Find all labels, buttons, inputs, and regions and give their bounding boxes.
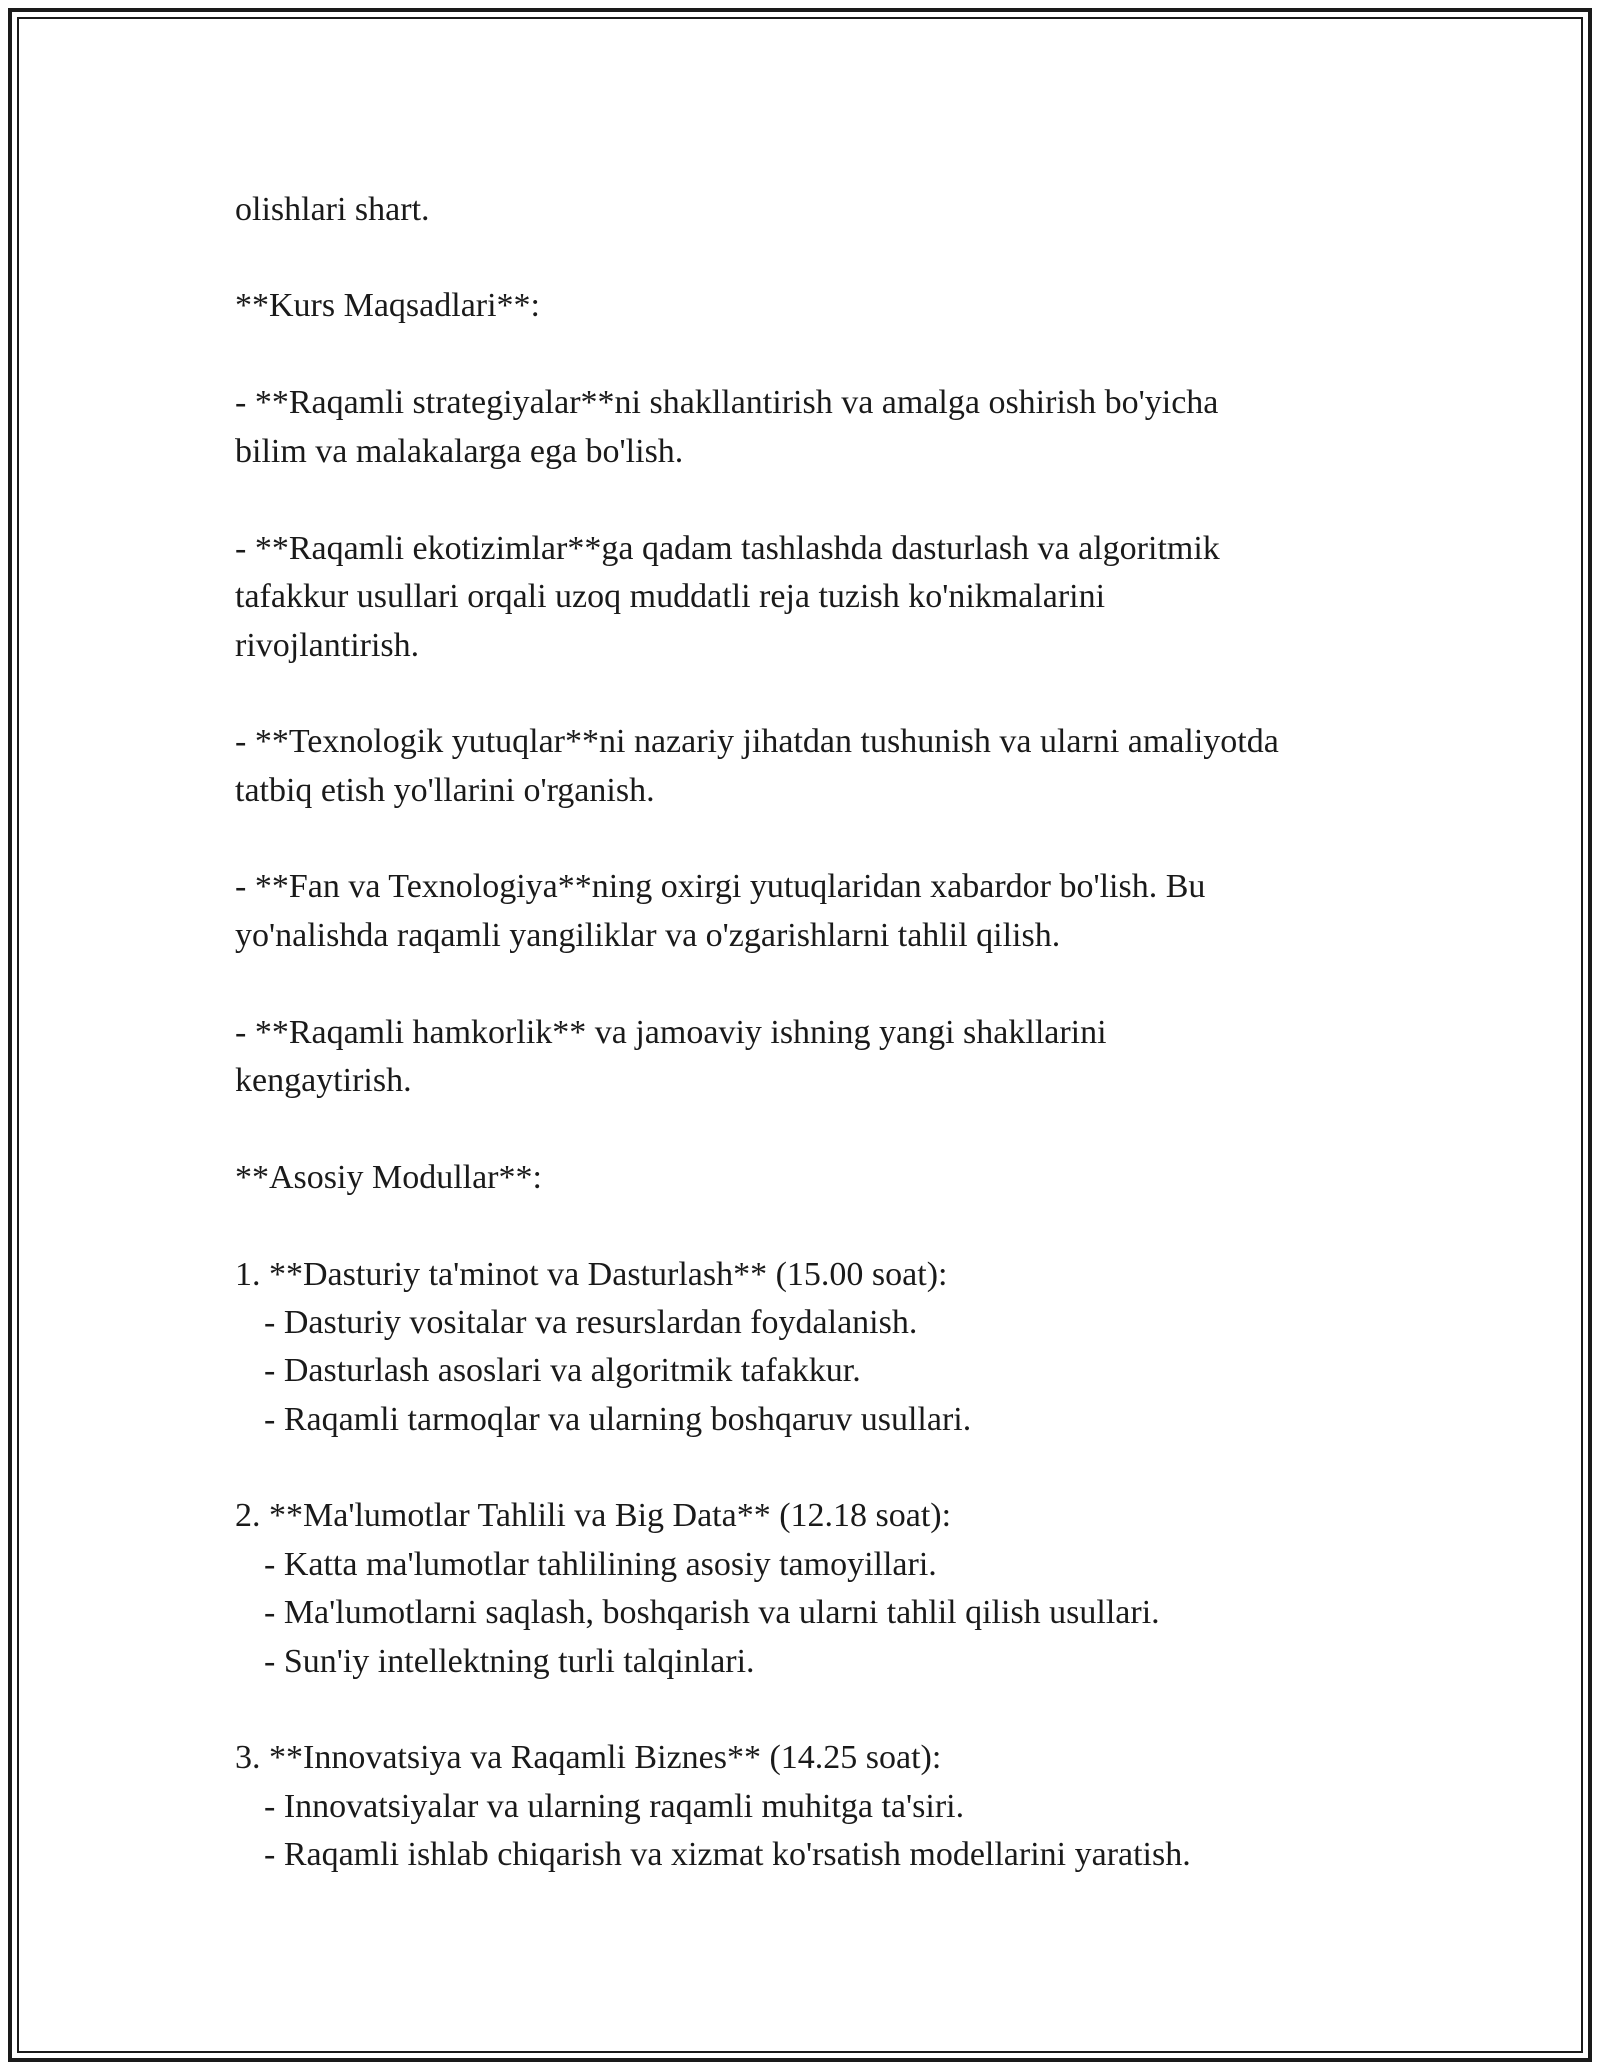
module-2-subitem: - Katta ma'lumotlar tahlilining asosiy tamoyillari. bbox=[264, 1546, 937, 1583]
goal-item-3-line-2: tatbiq etish yo'llarini o'rganish. bbox=[235, 772, 655, 809]
module-2-subitem: - Sun'iy intellektning turli talqinlari. bbox=[264, 1643, 755, 1680]
text-line: olishlari shart. bbox=[235, 191, 430, 228]
goal-item-2-line-1: - **Raqamli ekotizimlar**ga qadam tashlashda dasturlash va algoritmik bbox=[235, 530, 1220, 567]
module-1-subitem: - Dasturiy vositalar va resurslardan foydalanish. bbox=[264, 1304, 918, 1341]
goal-item-5-line-2: kengaytirish. bbox=[235, 1062, 412, 1099]
module-2-title: 2. **Ma'lumotlar Tahlili va Big Data** (12.18 soat): bbox=[235, 1497, 952, 1534]
section-heading-asosiy-modullar: **Asosiy Modullar**: bbox=[235, 1159, 542, 1196]
goal-item-2-line-2: tafakkur usullari orqali uzoq muddatli reja tuzish ko'nikmalarini bbox=[235, 578, 1106, 615]
module-1-title: 1. **Dasturiy ta'minot va Dasturlash** (15.00 soat): bbox=[235, 1256, 948, 1293]
goal-item-1-line-2: bilim va malakalarga ega bo'lish. bbox=[235, 433, 684, 470]
section-heading-kurs-maqsadlari: **Kurs Maqsadlari**: bbox=[235, 287, 541, 324]
module-1-subitem: - Raqamli tarmoqlar va ularning boshqaruv usullari. bbox=[264, 1401, 972, 1438]
goal-item-5-line-1: - **Raqamli hamkorlik** va jamoaviy ishning yangi shakllarini bbox=[235, 1014, 1107, 1051]
module-2-subitem: - Ma'lumotlarni saqlash, boshqarish va ularni tahlil qilish usullari. bbox=[264, 1594, 1160, 1631]
goal-item-3-line-1: - **Texnologik yutuqlar**ni nazariy jihatdan tushunish va ularni amaliyotda bbox=[235, 723, 1279, 760]
module-1-subitem: - Dasturlash asoslari va algoritmik tafakkur. bbox=[264, 1352, 861, 1389]
module-3-title: 3. **Innovatsiya va Raqamli Biznes** (14.25 soat): bbox=[235, 1739, 942, 1776]
module-3-subitem: - Raqamli ishlab chiqarish va xizmat ko'rsatish modellarini yaratish. bbox=[264, 1836, 1191, 1873]
goal-item-2-line-3: rivojlantirish. bbox=[235, 627, 420, 664]
goal-item-4-line-1: - **Fan va Texnologiya**ning oxirgi yutuqlaridan xabardor bo'lish. Bu bbox=[235, 868, 1206, 905]
goal-item-1-line-1: - **Raqamli strategiyalar**ni shakllantirish va amalga oshirish bo'yicha bbox=[235, 384, 1219, 421]
module-3-subitem: - Innovatsiyalar va ularning raqamli muhitga ta'siri. bbox=[264, 1788, 965, 1825]
goal-item-4-line-2: yo'nalishda raqamli yangiliklar va o'zgarishlarni tahlil qilish. bbox=[235, 917, 1061, 954]
